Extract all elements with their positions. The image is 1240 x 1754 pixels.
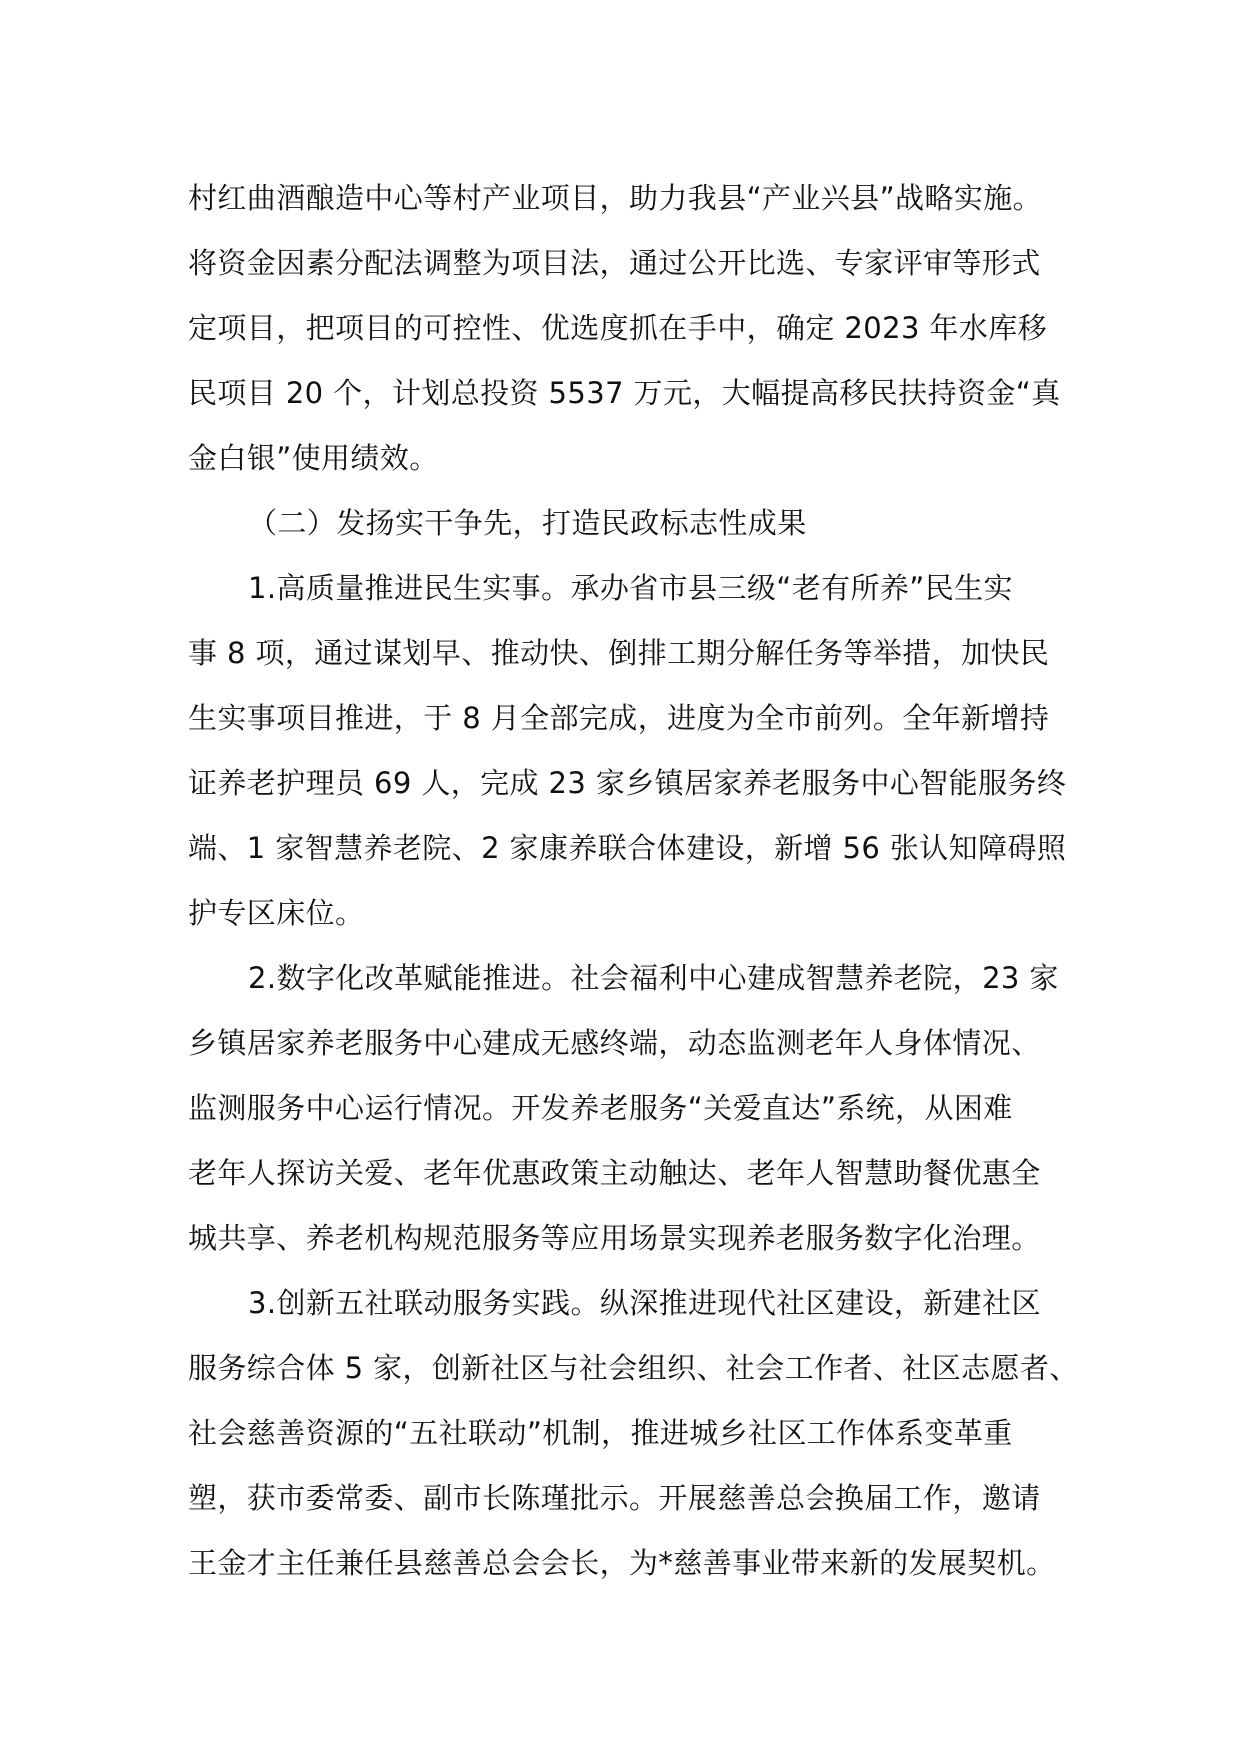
text-line: 金白银”使用绩效。 — [188, 441, 439, 475]
paragraph-first-line: 2.数字化改革赋能推进。社会福利中心建成智慧养老院，23 家 — [248, 961, 1059, 995]
text-line: 服务综合体 5 家，创新社区与社会组织、社会工作者、社区志愿者、 — [188, 1351, 1079, 1385]
section-heading: （二）发扬实干争先，打造民政标志性成果 — [248, 506, 807, 540]
paragraph-first-line: 1.高质量推进民生实事。承办省市县三级“老有所养”民生实 — [248, 571, 1013, 605]
text-line: 端、1 家智慧养老院、2 家康养联合体建设，新增 56 张认知障碍照 — [188, 831, 1067, 865]
document-body — [188, 166, 1079, 1596]
text-line: 监测服务中心运行情况。开发养老服务“关爱直达”系统，从困难 — [188, 1091, 1013, 1125]
text-line: 老年人探访关爱、老年优惠政策主动触达、老年人智慧助餐优惠全 — [188, 1156, 1041, 1190]
text-line: 民项目 20 个，计划总投资 5537 万元，大幅提高移民扶持资金“真 — [188, 376, 1061, 410]
text-line: 乡镇居家养老服务中心建成无感终端，动态监测老年人身体情况、 — [188, 1026, 1041, 1060]
text-line: 事 8 项，通过谋划早、推动快、倒排工期分解任务等举措，加快民 — [188, 636, 1050, 670]
text-line: 村红曲酒酿造中心等村产业项目，助力我县“产业兴县”战略实施。 — [188, 181, 1043, 215]
text-line: 证养老护理员 69 人，完成 23 家乡镇居家养老服务中心智能服务终 — [188, 766, 1067, 800]
text-line: 王金才主任兼任县慈善总会会长，为*慈善事业带来新的发展契机。 — [188, 1546, 1056, 1580]
text-line: 定项目，把项目的可控性、优选度抓在手中，确定 2023 年水库移 — [188, 311, 1048, 345]
text-line: 塑，获市委常委、副市长陈瑾批示。开展慈善总会换届工作，邀请 — [188, 1481, 1041, 1515]
text-line: 将资金因素分配法调整为项目法，通过公开比选、专家评审等形式 — [188, 246, 1041, 280]
text-line: 生实事项目推进，于 8 月全部完成，进度为全市前列。全年新增持 — [188, 701, 1050, 735]
text-line: 城共享、养老机构规范服务等应用场景实现养老服务数字化治理。 — [188, 1221, 1041, 1255]
text-line: 社会慈善资源的“五社联动”机制，推进城乡社区工作体系变革重 — [188, 1416, 1013, 1450]
paragraph-first-line: 3.创新五社联动服务实践。纵深推进现代社区建设，新建社区 — [248, 1286, 1041, 1320]
text-line: 护专区床位。 — [188, 896, 365, 930]
